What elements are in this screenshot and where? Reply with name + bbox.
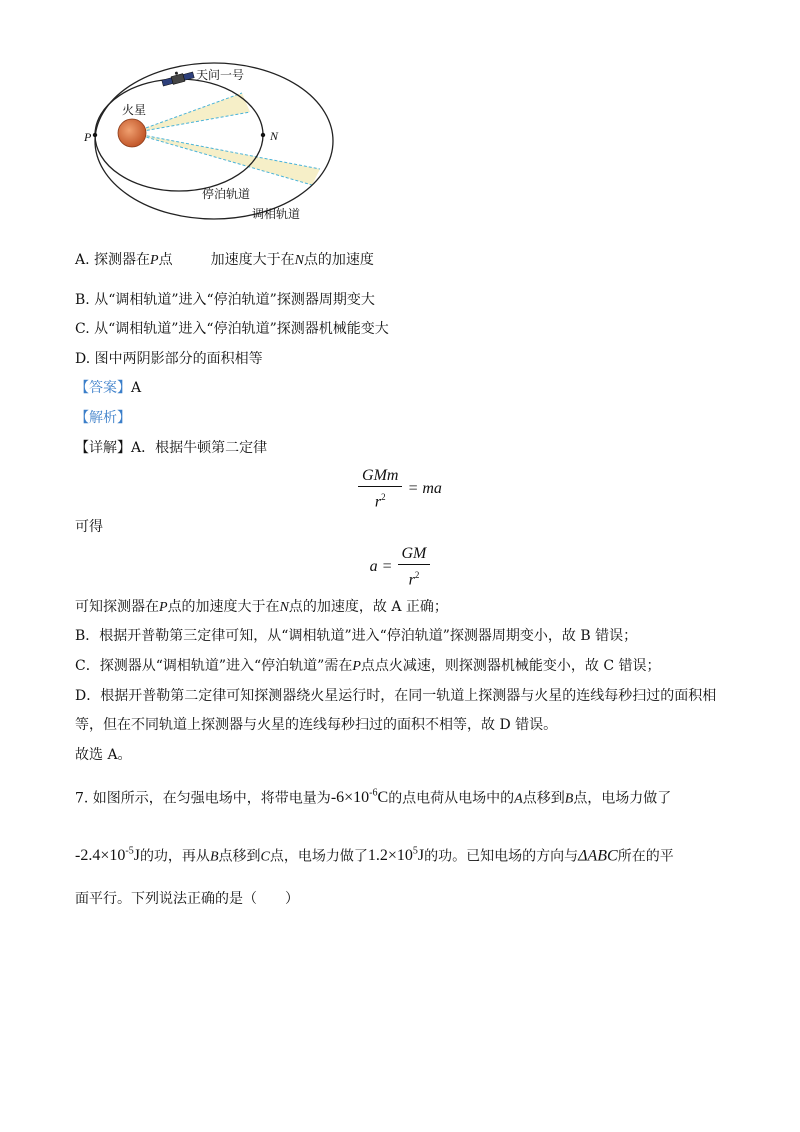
conclusion-d-line2: 等，但在不同轨道上探测器与火星的连线每秒扫过的面积不相等，故 D 错误。 — [75, 717, 558, 733]
orbit-diagram — [80, 55, 340, 233]
detail-intro: 【详解】A．根据牛顿第二定律 — [75, 440, 268, 456]
option-b: B. 从“调相轨道”进入“停泊轨道”探测器周期变大 — [75, 292, 375, 308]
orbit-svg — [80, 55, 340, 233]
conclusion-c: C．探测器从“调相轨道”进入“停泊轨道”需在P点点火减速，则探测器机械能变小，故 C 错误； — [75, 658, 661, 674]
label-p: P — [84, 130, 92, 144]
label-satellite: 天问一号 — [196, 68, 245, 82]
answer-line — [75, 378, 141, 398]
conclusion-a: 可知探测器在P点的加速度大于在N点的加速度，故 A 正确； — [75, 599, 448, 615]
label-phasing-orbit: 调相轨道 — [252, 207, 301, 221]
answer-label: 【答案】 — [75, 380, 131, 396]
mars-planet — [118, 119, 146, 147]
conclusion-b: B．根据开普勒第三定律可知，从“调相轨道”进入“停泊轨道”探测器周期变小，故 B 错误； — [75, 628, 638, 644]
equation-acceleration: a = $\frac{GM}{r^2}$ — [0, 544, 800, 590]
point-p-dot — [93, 133, 97, 137]
q7-line1: 7. 如图所示，在匀强电场中，将带电量为$-6\times 10^{-6}C$的点电荷从电场中的A点移到B点，电场力做了 — [75, 788, 672, 807]
q7-line3: 面平行。下列说法正确的是（ ） — [75, 891, 299, 907]
conclusion-d-line1: D．根据开普勒第二定律可知探测器绕火星运行时，在同一轨道上探测器与火星的连线每秒扫过的面积相 — [75, 688, 717, 704]
option-a: A. 探测器在P点 加速度大于在N点的加速度 — [75, 252, 374, 268]
option-c: C. 从“调相轨道”进入“停泊轨道”探测器机械能变大 — [75, 321, 389, 337]
label-parking-orbit: 停泊轨道 — [202, 187, 251, 201]
label-mars: 火星 — [122, 103, 147, 117]
text-keyi: 可得 — [75, 519, 103, 535]
point-n-dot — [261, 133, 265, 137]
option-d: D. 图中两阴影部分的面积相等 — [75, 351, 263, 367]
equation-newton: $\frac{\text{GMm}}{r^2}$ = ma — [0, 466, 800, 512]
analysis-label: 【解析】 — [75, 410, 131, 426]
answer-value: A — [131, 380, 142, 396]
final-choice: 故选 A。 — [75, 747, 132, 763]
shaded-area-upper — [132, 93, 250, 133]
shaded-area-lower — [132, 133, 320, 185]
satellite-icon — [161, 68, 195, 87]
label-n: N — [270, 129, 279, 143]
q7-line2: $-2.4\times 10^{-5}J$的功，再从B点移到C点，电场力做了$1.2\times 10^5J$的功。已知电场的方向与ΔABC所在的平 — [75, 846, 674, 865]
